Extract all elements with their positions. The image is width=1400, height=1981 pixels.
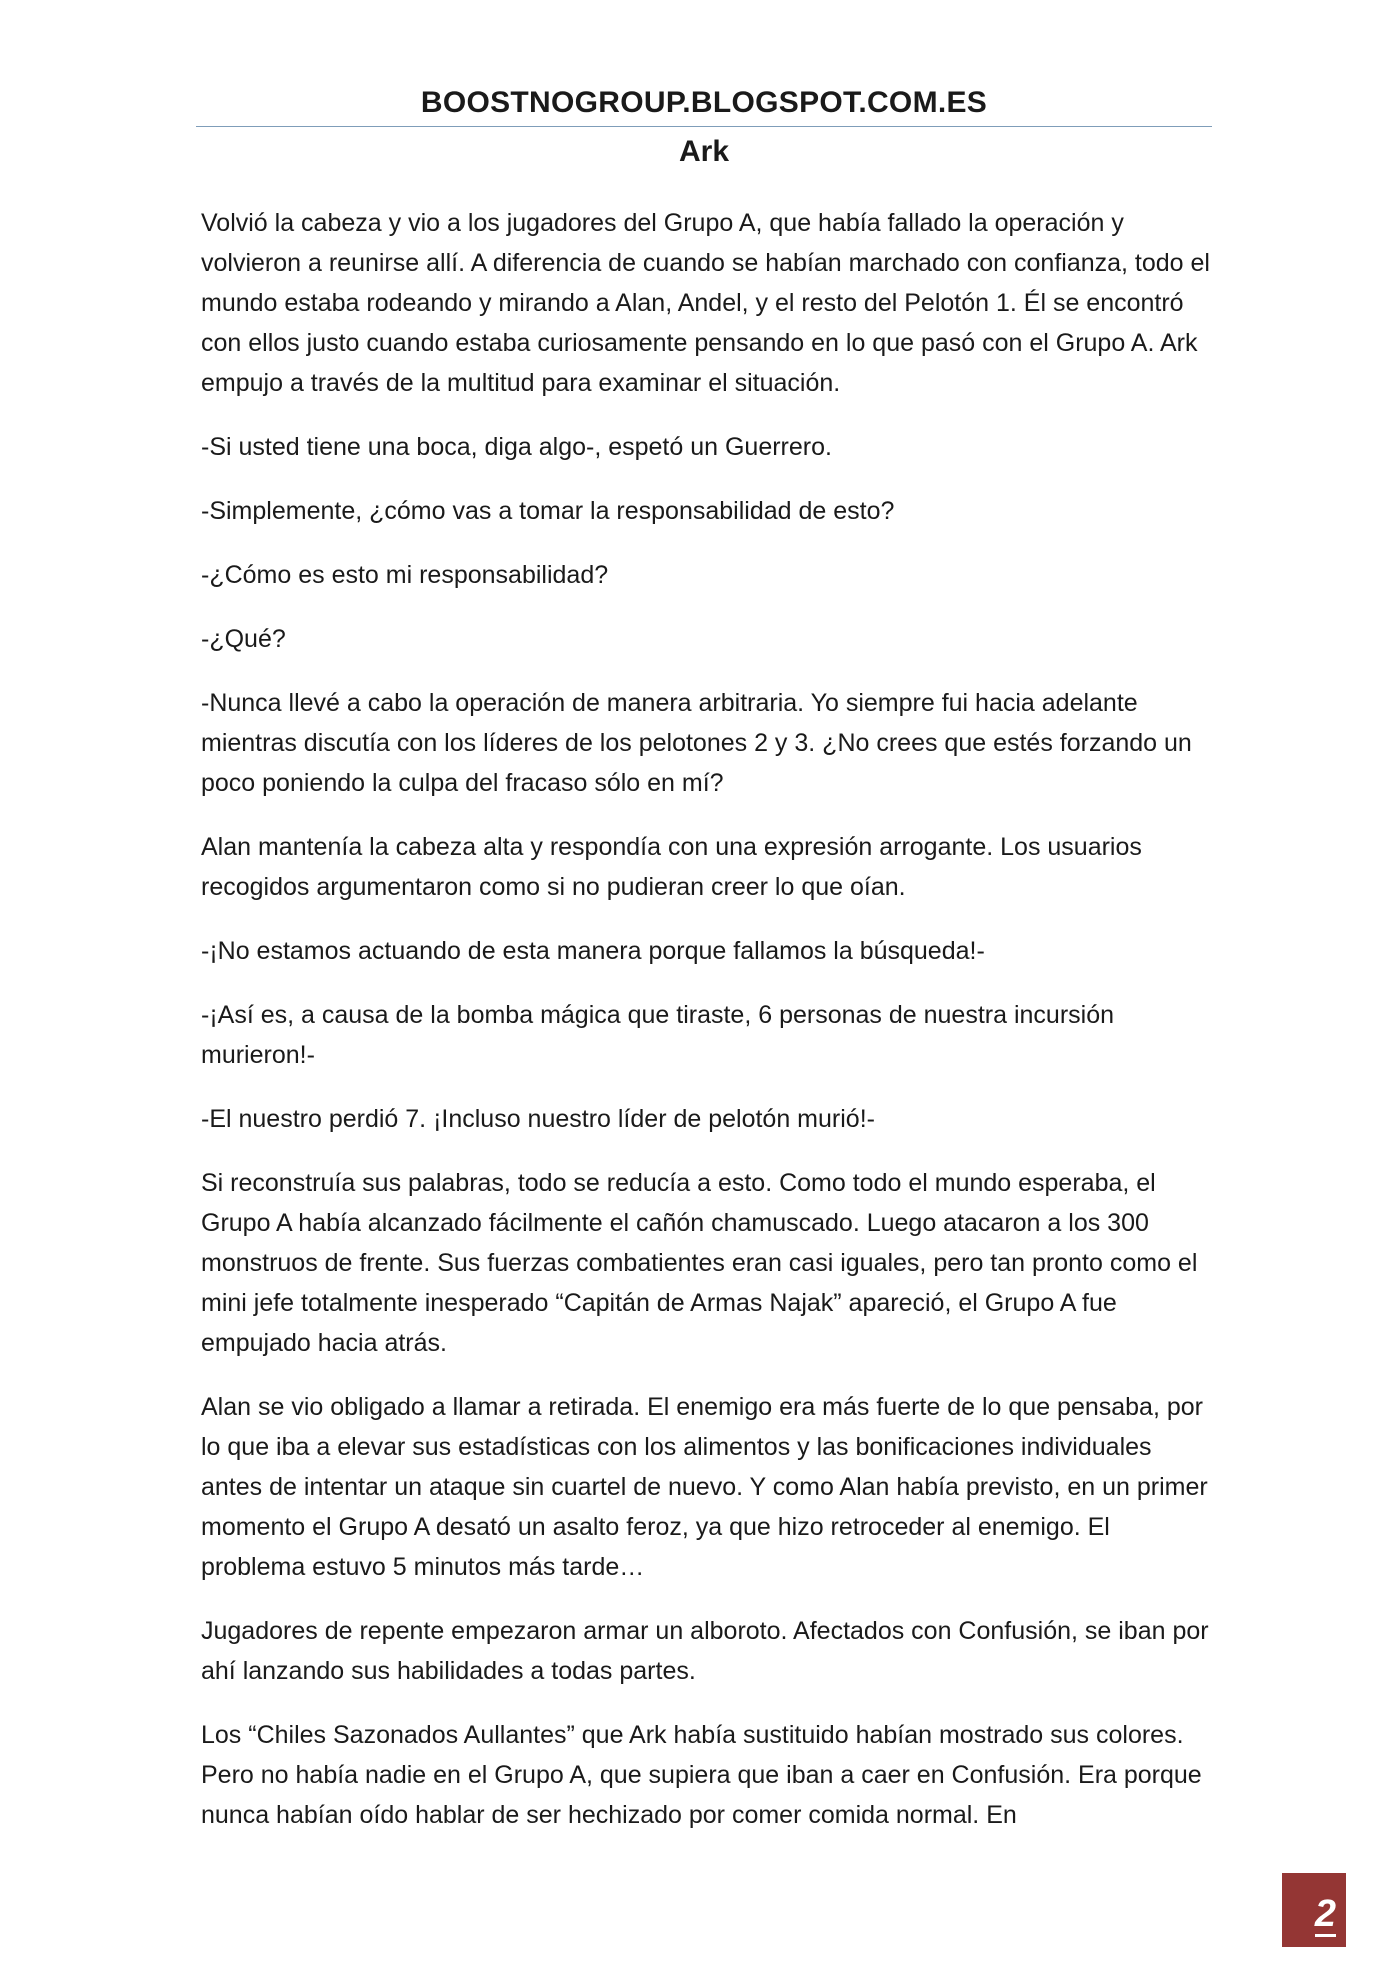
- site-url: BOOSTNOGROUP.BLOGSPOT.COM.ES: [196, 82, 1212, 127]
- page-number: 2: [1314, 1893, 1336, 1935]
- paragraph: Jugadores de repente empezaron armar un alboroto. Afectados con Confusión, se iban por ahí lanzando sus habilidades a todas partes.: [201, 1617, 1209, 1685]
- paragraph: Volvió la cabeza y vio a los jugadores del Grupo A, que había fallado la operación y volvieron a reunirse allí. A diferencia de cuando se habían marchado con confianza, todo el mundo estaba rodeando y mirando a Alan, Andel, y el resto del Pelotón 1. Él se encontró con ellos justo cuando estaba curiosamente pensando en lo que pasó con el Grupo A. Ark empujo a través de la multitud para examinar el situación.: [201, 209, 1210, 397]
- body-text: [201, 203, 1211, 1859]
- paragraph: -¡No estamos actuando de esta manera porque fallamos la búsqueda!-: [201, 937, 985, 965]
- paragraph: -El nuestro perdió 7. ¡Incluso nuestro líder de pelotón murió!-: [201, 1105, 875, 1133]
- page-header: [196, 82, 1212, 173]
- paragraph: Alan se vio obligado a llamar a retirada. El enemigo era más fuerte de lo que pensaba, por lo que iba a elevar sus estadísticas con los alimentos y las bonificaciones individuales antes de intentar un ataque sin cuartel de nuevo. Y como Alan había previsto, en un primer momento el Grupo A desató un asalto feroz, ya que hizo retroceder al enemigo. El problema estuvo 5 minutos más tarde…: [201, 1393, 1208, 1581]
- paragraph: Alan mantenía la cabeza alta y respondía con una expresión arrogante. Los usuarios recogidos argumentaron como si no pudieran creer lo que oían.: [201, 833, 1142, 901]
- paragraph: -¿Qué?: [201, 625, 286, 653]
- paragraph: -Si usted tiene una boca, diga algo-, espetó un Guerrero.: [201, 433, 832, 461]
- page-number-badge: [1282, 1873, 1346, 1947]
- paragraph: -¡Así es, a causa de la bomba mágica que tiraste, 6 personas de nuestra incursión murieron!-: [201, 1001, 1115, 1069]
- paragraph: Si reconstruía sus palabras, todo se reducía a esto. Como todo el mundo esperaba, el Grupo A había alcanzado fácilmente el cañón chamuscado. Luego atacaron a los 300 monstruos de frente. Sus fuerzas combatientes eran casi iguales, pero tan pronto como el mini jefe totalmente inesperado “Capitán de Armas Najak” apareció, el Grupo A fue empujado hacia atrás.: [201, 1169, 1198, 1357]
- paragraph: -¿Cómo es esto mi responsabilidad?: [201, 561, 609, 589]
- paragraph: -Nunca llevé a cabo la operación de manera arbitraria. Yo siempre fui hacia adelante mientras discutía con los líderes de los pelotones 2 y 3. ¿No crees que estés forzando un poco poniendo la culpa del fracaso sólo en mí?: [201, 689, 1192, 797]
- chapter-title: Ark: [678, 135, 730, 168]
- paragraph: Los “Chiles Sazonados Aullantes” que Ark había sustituido habían mostrado sus colores. Pero no había nadie en el Grupo A, que supiera que iban a caer en Confusión. Era porque nunca habían oído hablar de ser hechizado por comer comida normal. En: [201, 1721, 1202, 1829]
- paragraph: -Simplemente, ¿cómo vas a tomar la responsabilidad de esto?: [201, 497, 895, 525]
